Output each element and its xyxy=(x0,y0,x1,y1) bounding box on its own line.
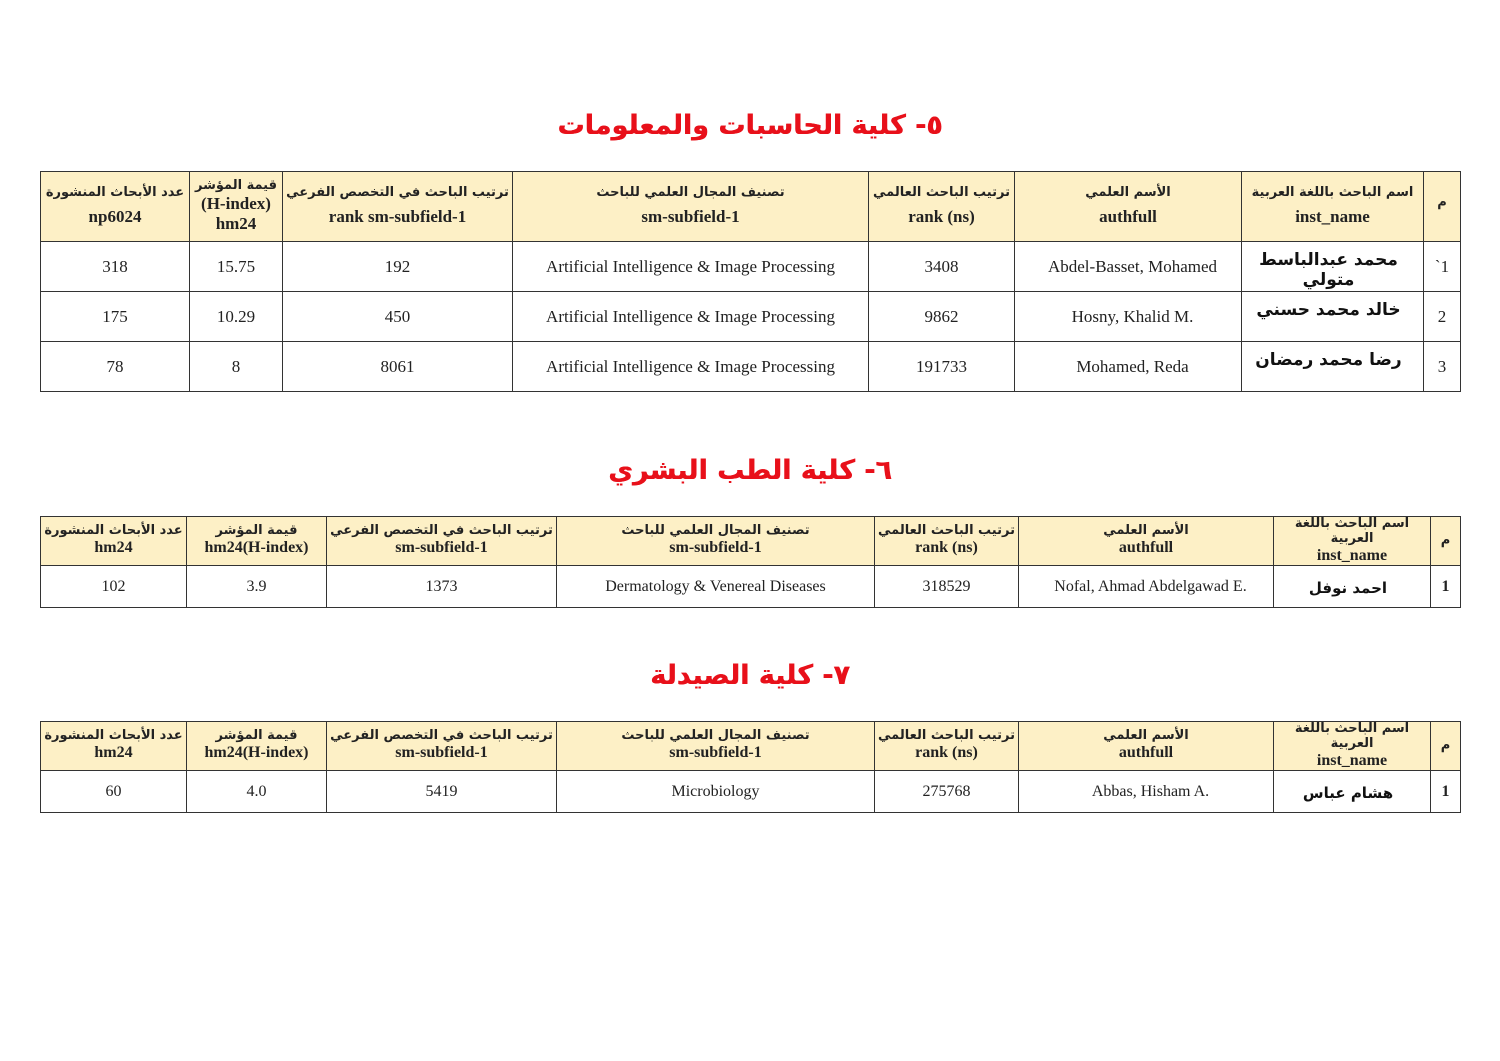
header-rank-subfield xyxy=(327,517,557,566)
header-papers-ar: عدد الأبحاث المنشورة xyxy=(44,523,183,539)
header-hindex-en: hm24(H-index) xyxy=(204,744,309,762)
header-rank-subfield-ar: ترتيب الباحث في التخصص الفرعي xyxy=(286,185,509,201)
table-row xyxy=(41,342,1461,392)
cell-index: 1 xyxy=(1431,566,1461,608)
cell-rank-ns: 191733 xyxy=(869,342,1015,392)
header-inst-name xyxy=(1274,517,1431,566)
header-rank-ns xyxy=(869,172,1015,242)
table-row xyxy=(41,292,1461,342)
cell-subfield: Microbiology xyxy=(557,771,875,813)
cell-hindex: 3.9 xyxy=(187,566,327,608)
cell-papers: 102 xyxy=(41,566,187,608)
header-rank-subfield-en: sm-subfield-1 xyxy=(395,744,488,762)
header-authfull-ar: الأسم العلمي xyxy=(1085,185,1171,201)
header-inst-name xyxy=(1274,722,1431,771)
cell-papers: 78 xyxy=(41,342,190,392)
cell-subfield: Artificial Intelligence & Image Processing xyxy=(513,342,869,392)
table-header-row xyxy=(41,722,1461,771)
cell-inst-name: محمد عبدالباسط متولي xyxy=(1242,242,1424,292)
header-rank-subfield xyxy=(327,722,557,771)
cell-subfield: Dermatology & Venereal Diseases xyxy=(557,566,875,608)
header-subfield-ar: تصنيف المجال العلمي للباحث xyxy=(596,185,785,201)
header-index-ar: م xyxy=(1440,737,1451,753)
header-inst-name-en: inst_name xyxy=(1295,207,1370,227)
header-rank-ns xyxy=(875,517,1019,566)
cell-papers: 318 xyxy=(41,242,190,292)
header-rank-ns-en: rank (ns) xyxy=(915,744,978,762)
researchers-table-computers xyxy=(40,171,1461,392)
cell-rank-subfield: 1373 xyxy=(327,566,557,608)
header-index-ar: م xyxy=(1440,532,1451,548)
cell-papers: 60 xyxy=(41,771,187,813)
cell-hindex: 4.0 xyxy=(187,771,327,813)
header-papers-en: hm24 xyxy=(94,744,133,762)
header-hindex xyxy=(190,172,283,242)
cell-subfield: Artificial Intelligence & Image Processing xyxy=(513,292,869,342)
header-rank-subfield-ar: ترتيب الباحث في التخصص الفرعي xyxy=(330,523,553,539)
cell-rank-subfield: 5419 xyxy=(327,771,557,813)
header-papers-en: hm24 xyxy=(94,539,133,557)
header-authfull-en: authfull xyxy=(1118,744,1174,762)
header-papers xyxy=(41,722,187,771)
header-rank-ns-en: rank (ns) xyxy=(908,207,975,227)
table-row xyxy=(41,771,1461,813)
header-subfield xyxy=(557,722,875,771)
table-row xyxy=(41,242,1461,292)
header-authfull-en: authfull xyxy=(1099,207,1157,227)
header-authfull-en: authfull xyxy=(1118,539,1174,557)
cell-index: 2 xyxy=(1424,292,1461,342)
header-hindex-en: hm24 xyxy=(215,213,257,233)
header-hindex-ar: قيمة المؤشر xyxy=(194,178,278,194)
cell-rank-ns: 9862 xyxy=(869,292,1015,342)
header-hindex-ar: قيمة المؤشر xyxy=(215,728,298,744)
header-rank-ns-ar: ترتيب الباحث العالمي xyxy=(878,523,1015,539)
cell-authfull: Nofal, Ahmad Abdelgawad E. xyxy=(1019,566,1274,608)
cell-hindex: 10.29 xyxy=(190,292,283,342)
header-subfield-en: sm-subfield-1 xyxy=(641,207,740,227)
cell-rank-ns: 275768 xyxy=(875,771,1019,813)
header-papers xyxy=(41,517,187,566)
header-subfield xyxy=(513,172,869,242)
cell-inst-name: خالد محمد حسني xyxy=(1242,292,1424,342)
header-rank-subfield-ar: ترتيب الباحث في التخصص الفرعي xyxy=(330,728,553,744)
header-authfull-ar: الأسم العلمي xyxy=(1103,523,1189,539)
header-rank-ns-en: rank (ns) xyxy=(915,539,978,557)
header-hindex xyxy=(187,517,327,566)
cell-papers: 175 xyxy=(41,292,190,342)
header-index-ar: م xyxy=(1437,195,1447,211)
header-papers xyxy=(41,172,190,242)
table-header-row xyxy=(41,517,1461,566)
header-authfull-ar: الأسم العلمي xyxy=(1103,728,1189,744)
cell-index: `1 xyxy=(1424,242,1461,292)
header-inst-name xyxy=(1242,172,1424,242)
header-authfull xyxy=(1019,517,1274,566)
header-rank-subfield-en: rank sm-subfield-1 xyxy=(328,207,467,227)
cell-inst-name: احمد نوفل xyxy=(1274,566,1431,608)
header-rank-ns xyxy=(875,722,1019,771)
cell-rank-subfield: 192 xyxy=(283,242,513,292)
header-inst-name-en: inst_name xyxy=(1316,751,1388,769)
cell-rank-ns: 318529 xyxy=(875,566,1019,608)
cell-hindex: 15.75 xyxy=(190,242,283,292)
header-inst-name-ar: اسم الباحث باللغة العربية xyxy=(1251,185,1414,201)
cell-rank-ns: 3408 xyxy=(869,242,1015,292)
header-hindex-ar: قيمة المؤشر xyxy=(215,523,298,539)
header-authfull xyxy=(1015,172,1242,242)
cell-subfield: Artificial Intelligence & Image Processing xyxy=(513,242,869,292)
table-header-row xyxy=(41,172,1461,242)
cell-inst-name: هشام عباس xyxy=(1274,771,1431,813)
header-hindex-en: hm24(H-index) xyxy=(204,539,309,557)
header-hindex-sub: (H-index) xyxy=(201,194,271,214)
researchers-table-medicine xyxy=(40,516,1461,608)
section-title-pharmacy: ٧- كلية الصيدلة xyxy=(650,660,850,691)
header-inst-name-ar: اسم الباحث باللغة العربية xyxy=(1294,721,1410,751)
header-rank-subfield-en: sm-subfield-1 xyxy=(395,539,488,557)
header-papers-ar: عدد الأبحاث المنشورة xyxy=(45,185,185,201)
header-index xyxy=(1431,722,1461,771)
header-subfield-en: sm-subfield-1 xyxy=(669,539,762,557)
header-rank-ns-ar: ترتيب الباحث العالمي xyxy=(878,728,1015,744)
header-subfield-en: sm-subfield-1 xyxy=(669,744,762,762)
header-rank-subfield xyxy=(283,172,513,242)
header-papers-en: np6024 xyxy=(88,207,142,227)
cell-authfull: Hosny, Khalid M. xyxy=(1015,292,1242,342)
header-index xyxy=(1424,172,1461,242)
cell-rank-subfield: 8061 xyxy=(283,342,513,392)
cell-authfull: Abdel-Basset, Mohamed xyxy=(1015,242,1242,292)
header-index xyxy=(1431,517,1461,566)
cell-authfull: Mohamed, Reda xyxy=(1015,342,1242,392)
header-papers-ar: عدد الأبحاث المنشورة xyxy=(44,728,183,744)
cell-hindex: 8 xyxy=(190,342,283,392)
cell-index: 3 xyxy=(1424,342,1461,392)
section-title-computers: ٥- كلية الحاسبات والمعلومات xyxy=(557,110,943,141)
cell-rank-subfield: 450 xyxy=(283,292,513,342)
cell-authfull: Abbas, Hisham A. xyxy=(1019,771,1274,813)
header-rank-ns-ar: ترتيب الباحث العالمي xyxy=(873,185,1010,201)
header-inst-name-ar: اسم الباحث باللغة العربية xyxy=(1294,516,1410,546)
header-subfield-ar: تصنيف المجال العلمي للباحث xyxy=(621,728,810,744)
header-subfield xyxy=(557,517,875,566)
header-inst-name-en: inst_name xyxy=(1316,546,1388,564)
header-subfield-ar: تصنيف المجال العلمي للباحث xyxy=(621,523,810,539)
table-row xyxy=(41,566,1461,608)
researchers-table-pharmacy xyxy=(40,721,1461,813)
header-hindex xyxy=(187,722,327,771)
header-authfull xyxy=(1019,722,1274,771)
cell-inst-name: رضا محمد رمضان xyxy=(1242,342,1424,392)
section-title-medicine: ٦- كلية الطب البشري xyxy=(608,455,892,486)
cell-index: 1 xyxy=(1431,771,1461,813)
